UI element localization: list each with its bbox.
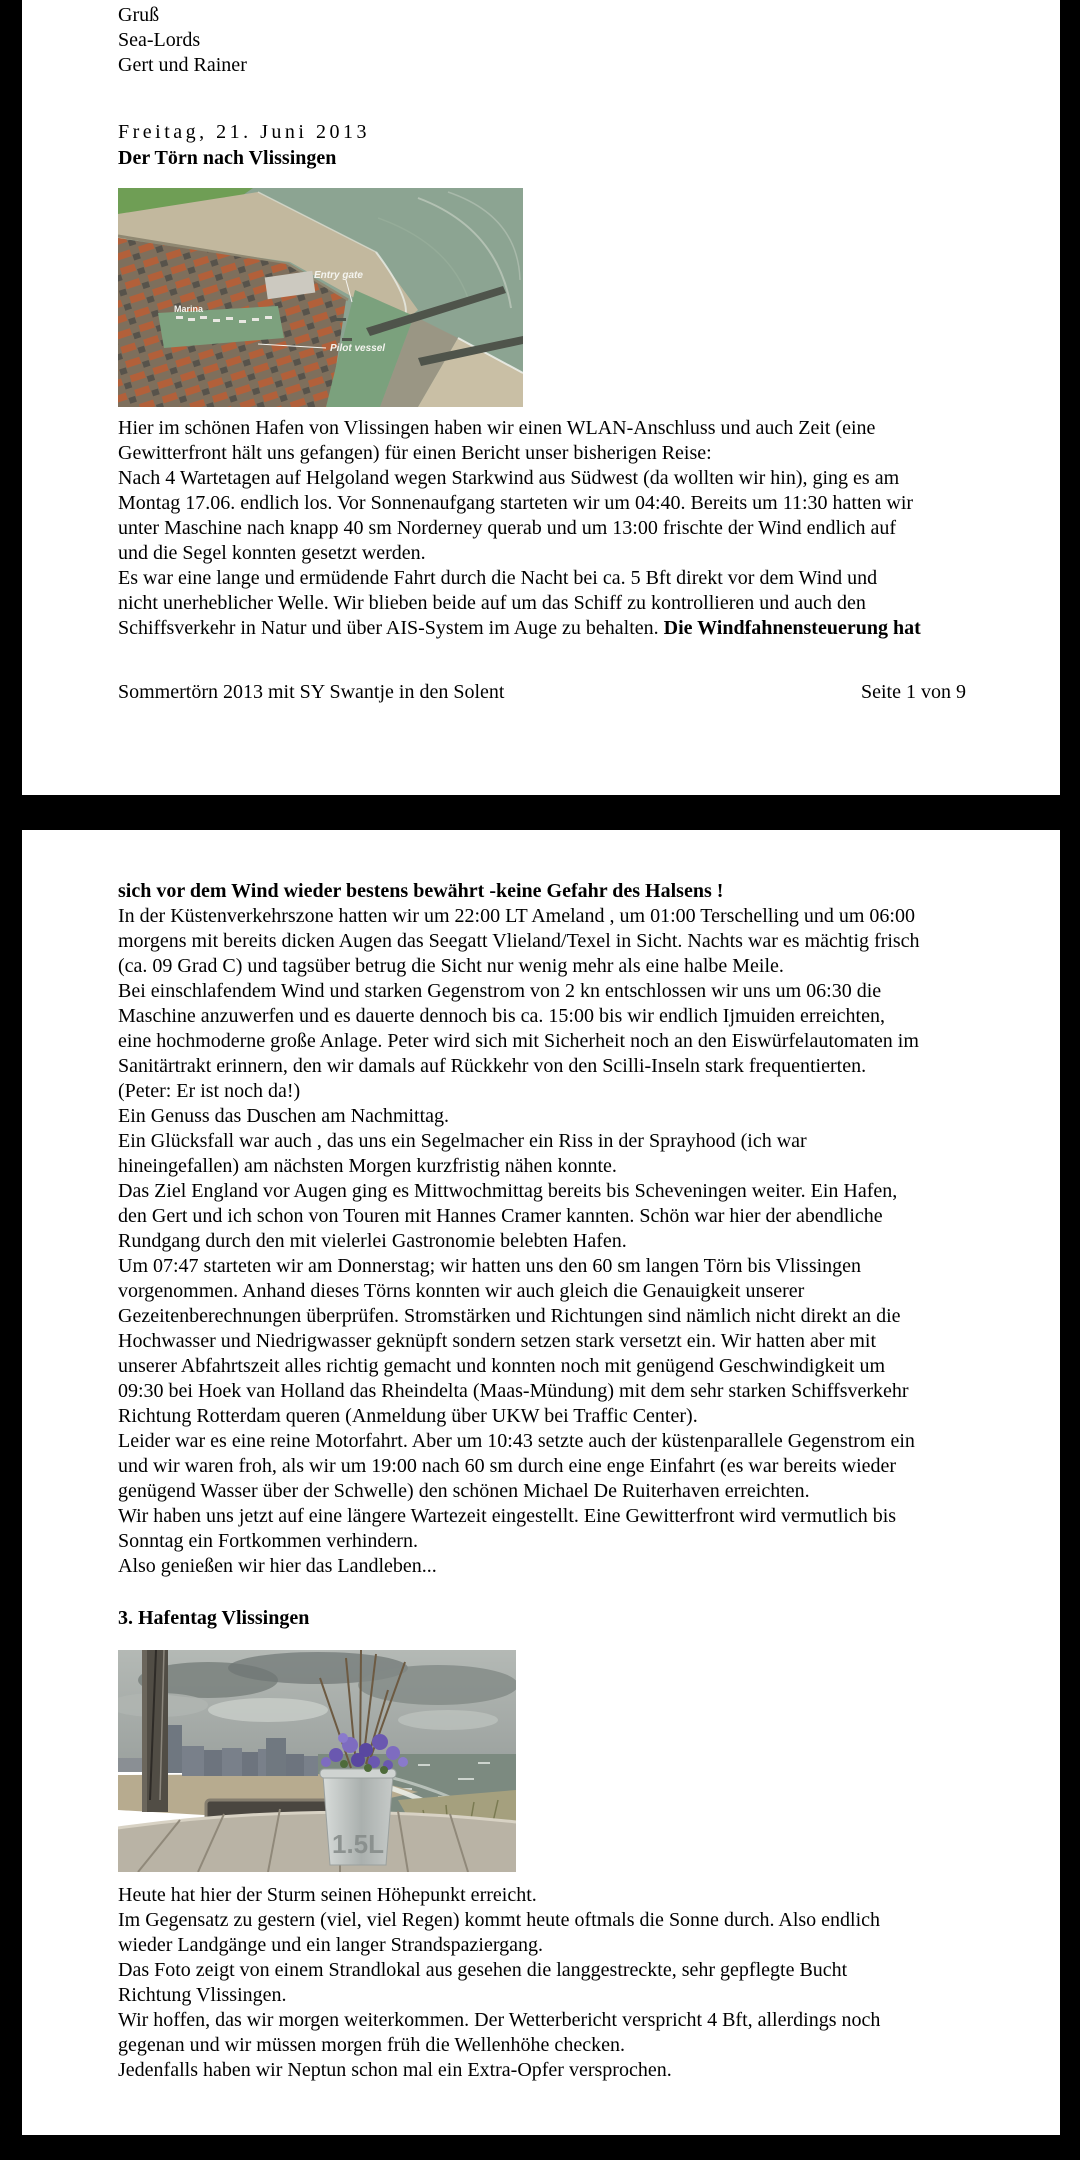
text-line: Richtung Rotterdam queren (Anmeldung über UKW bei Traffic Center).	[118, 1405, 698, 1427]
pdf-page-1	[22, 0, 1060, 795]
text-line: den Gert und ich schon von Touren mit Hannes Cramer kannten. Schön war hier der abendliche	[118, 1205, 883, 1227]
text-line: und die Segel konnten gesetzt werden.	[118, 542, 426, 564]
page1-paragraph	[118, 416, 921, 641]
footer-page-number: Seite 1 von 9	[861, 681, 966, 703]
photo-label-pilot-vessel: Pilot vessel	[330, 343, 386, 354]
text-line: wieder Landgänge und ein langer Strandspaziergang.	[118, 1934, 544, 1956]
text-line: Das Ziel England vor Augen ging es Mittwochmittag bereits bis Scheveningen weiter. Ein Hafen,	[118, 1180, 898, 1202]
page2-bold-lead: sich vor dem Wind wieder bestens bewährt -keine Gefahr des Halsens !	[118, 880, 724, 902]
pier-stub	[342, 338, 352, 341]
photo-label-marina: Marina	[174, 304, 204, 314]
text-line: (ca. 09 Grad C) und tagsüber betrug die Sicht nur wenig mehr als eine halbe Meile.	[118, 955, 784, 977]
text-line: Im Gegensatz zu gestern (viel, viel Regen) kommt heute oftmals die Sonne durch. Also endlich	[118, 1909, 881, 1931]
text-line: hineingefallen) am nächsten Morgen kurzfristig nähen konnte.	[118, 1155, 617, 1177]
last-line-normal-text: Schiffsverkehr in Natur und über AIS-System im Auge zu behalten.	[118, 617, 664, 639]
text-line: Jedenfalls haben wir Neptun schon mal ein Extra-Opfer versprochen.	[118, 2059, 672, 2081]
text-line: Nach 4 Wartetagen auf Helgoland wegen Starkwind aus Südwest (da wollten wir hin), ging es am	[118, 467, 900, 489]
text-line: genügend Wasser über der Schwelle) den schönen Michael De Ruiterhaven erreichten.	[118, 1480, 810, 1502]
text-line: und wir waren froh, als wir um 19:00 nach 60 sm durch eine enge Einfahrt (es war bereits wieder	[118, 1455, 897, 1477]
footer-doc-title: Sommertörn 2013 mit SY Swantje in den Solent	[118, 681, 505, 703]
section-heading-hafentag: 3. Hafentag Vlissingen	[118, 1607, 310, 1629]
text-line: Hochwasser und Niedrigwasser geknüpft sondern setzen stark versetzt ein. Wir hatten aber mit	[118, 1330, 877, 1352]
text-line: Wir haben uns jetzt auf eine längere Wartezeit eingestellt. Eine Gewitterfront wird vermutlich bis	[118, 1505, 897, 1527]
closing-block	[118, 3, 247, 78]
report-title: Der Törn nach Vlissingen	[118, 147, 337, 169]
last-line-bold-text: Die Windfahnensteuerung hat	[663, 617, 921, 639]
photo-label-entry-gate: Entry gate	[314, 270, 363, 281]
text-line: (Peter: Er ist noch da!)	[118, 1080, 301, 1102]
bucket-volume-label: 1.5L	[331, 1829, 385, 1859]
text-line: Montag 17.06. endlich los. Vor Sonnenaufgang starteten wir um 04:40. Bereits um 11:30 hatten wir	[118, 492, 914, 514]
text-line: Heute hat hier der Sturm seinen Höhepunkt erreicht.	[118, 1884, 537, 1906]
page1-paragraph-last-line	[118, 616, 921, 641]
text-line: gegenan und wir müssen morgen früh die Wellenhöhe checken.	[118, 2034, 625, 2056]
text-line: Ein Glücksfall war auch , das uns ein Segelmacher ein Riss in der Sprayhood (ich war	[118, 1130, 807, 1152]
page-footer	[118, 680, 966, 705]
text-line: Leider war es eine reine Motorfahrt. Aber um 10:43 setzte auch der küstenparallele Gegenstrom ein	[118, 1430, 915, 1452]
text-line: Um 07:47 starteten wir am Donnerstag; wir hatten uns den 60 sm langen Törn bis Vlissingen	[118, 1255, 862, 1277]
text-line: Gewitterfront hält uns gefangen) für einen Bericht unser bisherigen Reise:	[118, 442, 712, 464]
text-line: Richtung Vlissingen.	[118, 1984, 287, 2006]
text-line: eine hochmoderne große Anlage. Peter wird sich mit Sicherheit noch an den Eiswürfelautomaten im	[118, 1030, 919, 1052]
text-line: 09:30 bei Hoek van Holland das Rheindelta (Maas-Mündung) mit dem sehr starken Schiffsverkehr	[118, 1380, 909, 1402]
text-line: nicht unerheblicher Welle. Wir blieben beide auf um das Schiff zu kontrollieren und auch den	[118, 592, 866, 614]
text-line: Das Foto zeigt von einem Strandlokal aus gesehen die langgestreckte, sehr gepflegte Bucht	[118, 1959, 848, 1981]
date-heading: Freitag, 21. Juni 2013	[118, 121, 370, 143]
text-line: Sonntag ein Fortkommen verhindern.	[118, 1530, 418, 1552]
text-line: Sanitärtrakt erinnern, den wir damals auf Rückkehr von den Scilli-Inseln stark frequentierten.	[118, 1055, 867, 1077]
text-line: Hier im schönen Hafen von Vlissingen haben wir einen WLAN-Anschluss und auch Zeit (eine	[118, 417, 876, 439]
text-line: Gezeitenberechnungen überprüfen. Stromstärken und Richtungen sind nämlich nicht direkt an die	[118, 1305, 901, 1327]
text-line: Wir hoffen, das wir morgen weiterkommen. Der Wetterbericht verspricht 4 Bft, allerdings noch	[118, 2009, 881, 2031]
text-line: unter Maschine nach knapp 40 sm Norderney querab und um 13:00 frischte der Wind endlich auf	[118, 517, 897, 539]
text-line: Rundgang durch den mit vielerlei Gastronomie belebten Hafen.	[118, 1230, 627, 1252]
page1-paragraph-lines	[118, 416, 921, 616]
text-line: unserer Abfahrtszeit alles richtig gemacht und konnten noch mit genügend Geschwindigkeit um	[118, 1355, 886, 1377]
text-line: Bei einschlafendem Wind und starken Gegenstrom von 2 kn entschlossen wir uns um 06:30 die	[118, 980, 882, 1002]
vlissingen-harbor-aerial-photo	[118, 188, 523, 407]
text-line: Gruß	[118, 4, 160, 26]
page2-paragraph	[118, 904, 920, 1579]
text-line: Es war eine lange und ermüdende Fahrt durch die Nacht bei ca. 5 Bft direkt vor dem Wind und	[118, 567, 878, 589]
text-line: Sea-Lords	[118, 29, 201, 51]
pdf-page-2	[22, 830, 1060, 2135]
text-line: Gert und Rainer	[118, 54, 247, 76]
page2-paragraph-below-photo	[118, 1883, 880, 2083]
text-line: In der Küstenverkehrszone hatten wir um 22:00 LT Ameland , um 01:00 Terschelling und um 06:00	[118, 905, 915, 927]
beach-terrace-photo	[118, 1650, 516, 1872]
post-highlight	[142, 1650, 147, 1812]
text-line: Ein Genuss das Duschen am Nachmittag.	[118, 1105, 450, 1127]
text-line: morgens mit bereits dicken Augen das Seegatt Vlieland/Texel in Sicht. Nachts war es mächtig frisch	[118, 930, 920, 952]
text-line: Maschine anzuwerfen und es dauerte dennoch bis ca. 15:00 bis wir endlich Ijmuiden erreichten,	[118, 1005, 885, 1027]
text-line: Also genießen wir hier das Landleben...	[118, 1555, 437, 1577]
text-line: vorgenommen. Anhand dieses Törns konnten wir auch gleich die Genauigkeit unserer	[118, 1280, 805, 1302]
pier-stub	[336, 318, 346, 321]
